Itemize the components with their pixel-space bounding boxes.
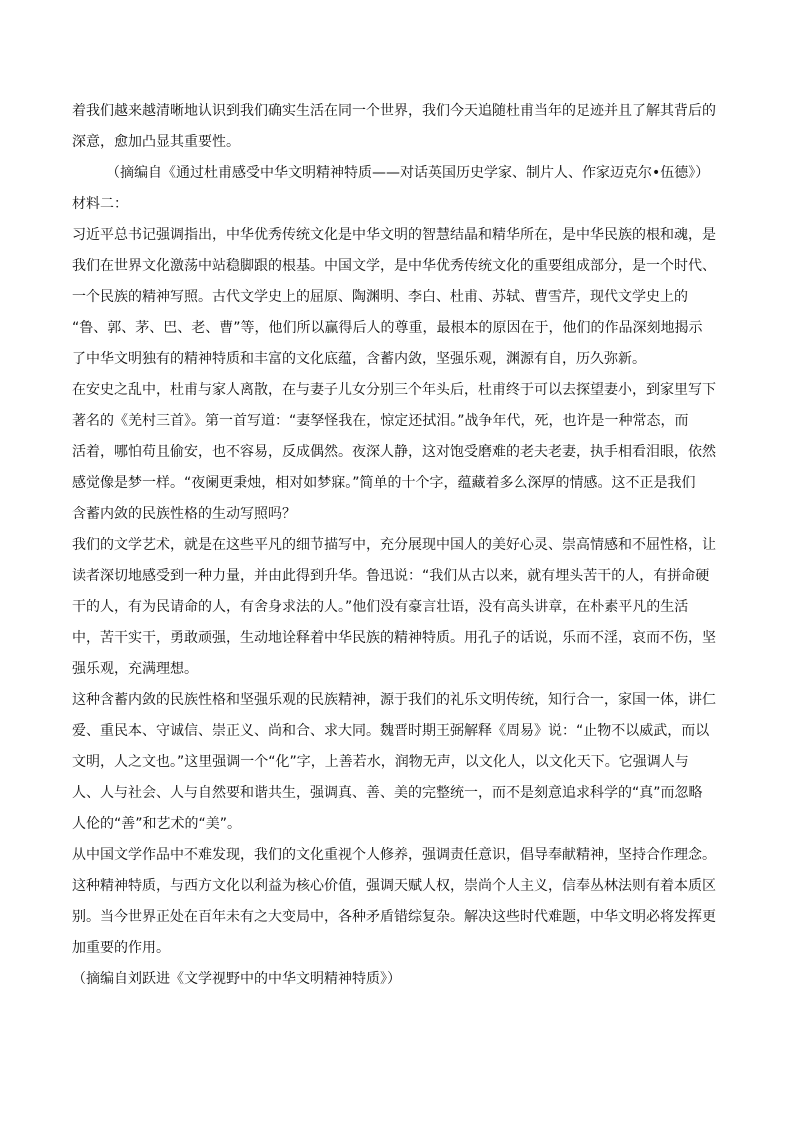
text-line: 习近平总书记强调指出，中华优秀传统文化是中华文明的智慧结晶和精华所在，是中华民族的根和魂，是 <box>72 227 716 243</box>
text-line: 著名的《羌村三首》。第一首写道：“妻孥怪我在，惊定还拭泪。”战争年代，死，也许是一种常态，而 <box>72 413 689 429</box>
text-line: 在安史之乱中，杜甫与家人离散，在与妻子儿女分别三个年头后，杜甫终于可以去探望妻小，到家里写下 <box>72 382 716 398</box>
text-line: 一个民族的精神写照。古代文学史上的屈原、陶渊明、李白、杜甫、苏轼、曹雪芹，现代文学史上的 <box>72 289 688 305</box>
source-citation: （摘编自刘跃进《文学视野中的中华文明精神特质》） <box>72 971 401 987</box>
text-line: 别。当今世界正处在百年未有之大变局中，各种矛盾错综复杂。解决这些时代难题，中华文明必将发挥更 <box>72 909 716 925</box>
text-line: 我们在世界文化激荡中站稳脚跟的根基。中国文学，是中华优秀传统文化的重要组成部分，是一个时代、 <box>72 258 716 274</box>
text-line: 爱、重民本、守诚信、崇正义、尚和合、求大同。魏晋时期王弼解释《周易》说：“止物不以威武，而以 <box>72 723 710 739</box>
text-line: 加重要的作用。 <box>72 940 170 956</box>
text-line: 活着，哪怕苟且偷安，也不容易，反成偶然。夜深人静，这对饱受磨难的老夫老妻，执手相看泪眼，依然 <box>72 444 716 460</box>
text-line: 人伦的“善”和艺术的“美”。 <box>72 816 242 832</box>
text-line: 着我们越来越清晰地认识到我们确实生活在同一个世界，我们今天追随杜甫当年的足迹并且了解其背后的 <box>72 103 716 119</box>
text-line: 这种含蓄内敛的民族性格和坚强乐观的民族精神，源于我们的礼乐文明传统，知行合一，家国一体，讲仁 <box>72 692 716 708</box>
document-page <box>72 96 722 995</box>
text-line: “鲁、郭、茅、巴、老、曹”等，他们所以赢得后人的尊重，最根本的原因在于，他们的作品深刻地揭示 <box>72 320 703 336</box>
source-citation: （摘编自《通过杜甫感受中华文明精神特质——对话英国历史学家、制片人、作家迈克尔•伍德》） <box>106 165 710 181</box>
text-line: 我们的文学艺术，就是在这些平凡的细节描写中，充分展现中国人的美好心灵、崇高情感和不屈性格，让 <box>72 537 716 553</box>
text-line: 中，苦干实干，勇敢顽强，生动地诠释着中华民族的精神特质。用孔子的话说，乐而不淫，哀而不伤，坚 <box>72 630 716 646</box>
text-line: 含蓄内敛的民族性格的生动写照吗？ <box>72 506 296 522</box>
text-line: 这种精神特质，与西方文化以利益为核心价值，强调天赋人权，崇尚个人主义，信奉丛林法则有着本质区 <box>72 878 716 894</box>
text-line: 干的人，有为民请命的人，有舍身求法的人。”他们没有豪言壮语，没有高头讲章，在朴素平凡的生活 <box>72 599 689 615</box>
text-line: 从中国文学作品中不难发现，我们的文化重视个人修养，强调责任意识，倡导奉献精神，坚持合作理念。 <box>72 847 716 863</box>
section-heading: 材料二： <box>72 196 128 212</box>
text-line: 深意，愈加凸显其重要性。 <box>72 134 240 150</box>
text-line: 了中华文明独有的精神特质和丰富的文化底蕴，含蓄内敛，坚强乐观，渊源有自，历久弥新。 <box>72 351 646 367</box>
text-line: 读者深切地感受到一种力量，并由此得到升华。鲁迅说：“我们从古以来，就有埋头苦干的人，有拼命硬 <box>72 568 710 584</box>
text-line: 强乐观，充满理想。 <box>72 661 198 677</box>
text-line: 感觉像是梦一样。“夜阑更秉烛，相对如梦寐。”简单的十个字，蕴藏着多么深厚的情感。这不正是我们 <box>72 475 696 491</box>
text-line: 文明，人之文也。”这里强调一个“化”字，上善若水，润物无声，以文化人，以文化天下。它强调人与 <box>72 754 689 770</box>
text-line: 人、人与社会、人与自然要和谐共生，强调真、善、美的完整统一，而不是刻意追求科学的“真”而忽略 <box>72 785 703 801</box>
